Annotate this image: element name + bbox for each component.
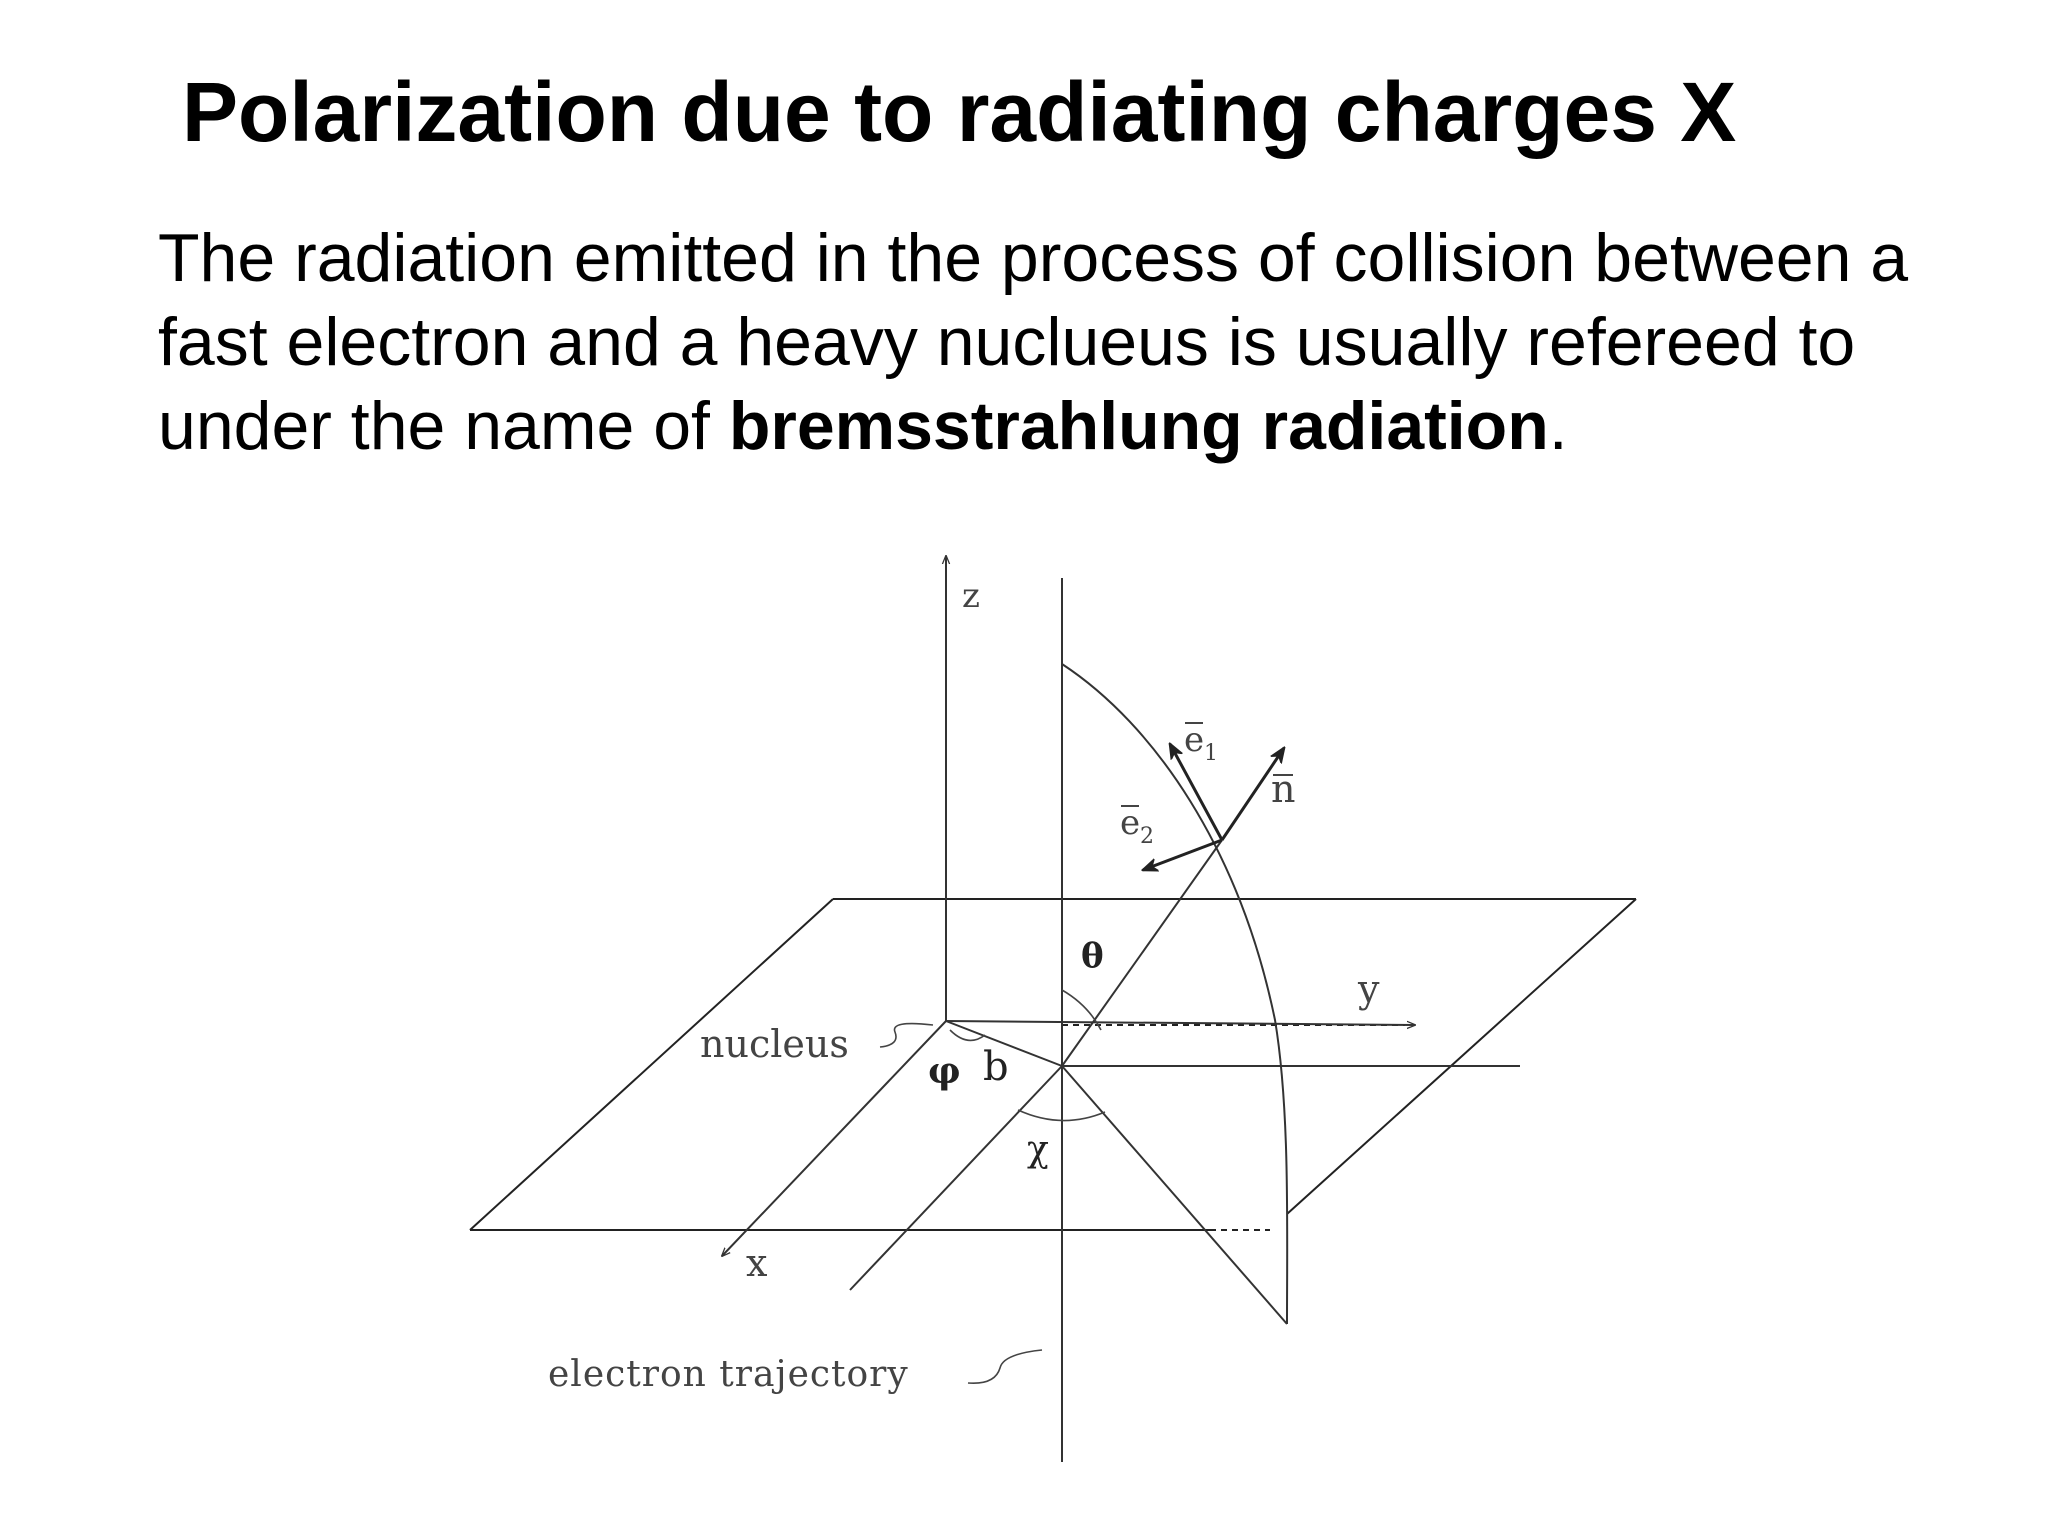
label-e1: e [1184,720,1205,760]
label-electron-trajectory: electron trajectory [548,1354,909,1395]
cone-line [1062,1066,1287,1324]
sphere-arc [1062,664,1287,1324]
body-text-end: . [1548,388,1568,464]
y-axis [946,1021,1415,1025]
label-nucleus: nucleus [700,1022,849,1066]
dashed-lines [1062,899,1405,1230]
label-n: n [1271,767,1296,811]
body-text-intro: The radiation emitted in the process of collision between a fast electron and a heavy nuclueus is usually refereed to under the name of [158,220,1909,464]
label-phi: φ [928,1050,961,1092]
label-x: x [746,1241,768,1285]
label-b: b [983,1044,1009,1090]
xy-plane [470,899,1636,1230]
label-e2: e [1120,803,1141,843]
label-e1-group [1184,720,1218,766]
slide-title: Polarization due to radiating charges X [182,65,1737,159]
phi-arc [950,1030,985,1040]
vector-e2 [1143,840,1222,870]
electron-trajectory-line [850,1066,1062,1290]
electron-pointer [968,1350,1042,1383]
label-chi: χ [1027,1129,1049,1170]
body-text-bold-term: bremsstrahlung radiation [728,388,1549,464]
label-theta: θ [1081,936,1104,976]
label-y: y [1358,967,1380,1011]
label-e2-subscript: 2 [1140,824,1154,849]
geometry-lines [850,578,1520,1462]
label-z: z [962,576,980,616]
label-n-group [1271,767,1295,811]
label-e2-group [1120,803,1154,849]
label-e1-subscript: 1 [1204,741,1218,766]
